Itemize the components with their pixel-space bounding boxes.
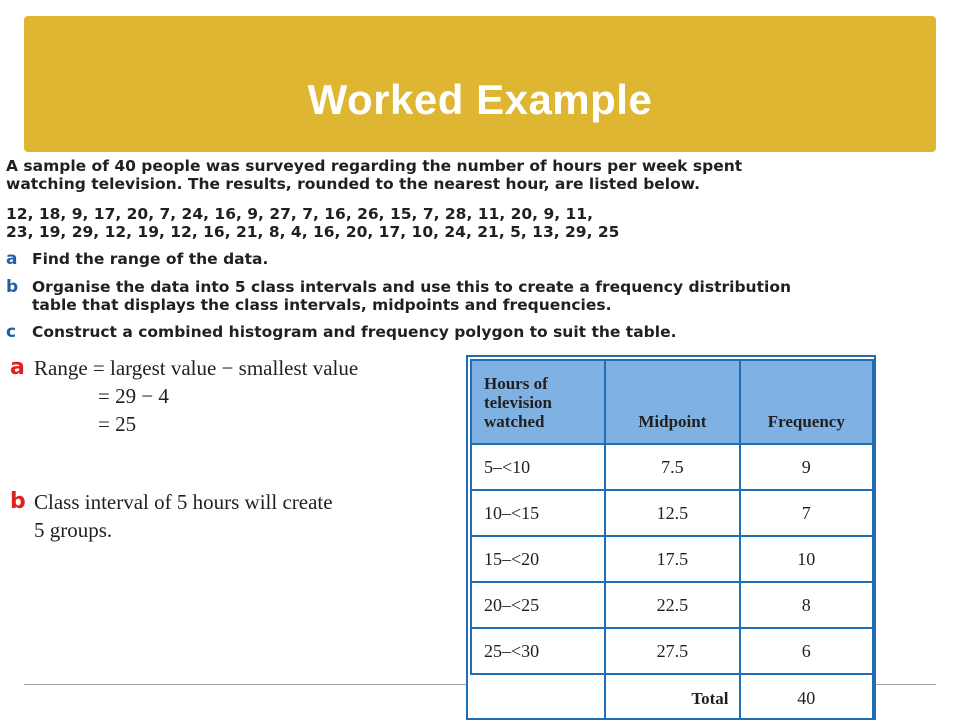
data-values-line: 12, 18, 9, 17, 20, 7, 24, 16, 9, 27, 7, 16, 26, 15, 7, 28, 11, 20, 9, 11, bbox=[6, 205, 593, 223]
question-intro-line: A sample of 40 people was surveyed regarding the number of hours per week spent bbox=[6, 157, 743, 175]
table-row bbox=[471, 444, 873, 490]
cell-frequency: 6 bbox=[740, 628, 873, 674]
cell-interval: 15–<20 bbox=[471, 536, 605, 582]
question-intro bbox=[6, 157, 956, 193]
cell-interval: 10–<15 bbox=[471, 490, 605, 536]
page-title: Worked Example bbox=[307, 76, 653, 123]
cell-frequency: 9 bbox=[740, 444, 873, 490]
answer-letter: b bbox=[10, 489, 26, 514]
question-part-a bbox=[6, 250, 956, 268]
answer-letter: a bbox=[10, 355, 25, 380]
cell-frequency: 7 bbox=[740, 490, 873, 536]
title-banner bbox=[24, 16, 936, 152]
total-value: 40 bbox=[740, 674, 873, 720]
answer-line: Class interval of 5 hours will create bbox=[34, 490, 333, 514]
answer-line: 5 groups. bbox=[34, 518, 113, 542]
cell-interval: 25–<30 bbox=[471, 628, 605, 674]
frequency-table bbox=[470, 359, 874, 720]
part-text: Find the range of the data. bbox=[32, 250, 269, 268]
question-part-b bbox=[6, 278, 956, 314]
part-text: Organise the data into 5 class intervals and use this to create a frequency distribution bbox=[32, 278, 792, 296]
header-text: Hours of bbox=[484, 374, 548, 393]
cell-midpoint: 7.5 bbox=[605, 444, 739, 490]
answer-line: Range = largest value − smallest value bbox=[34, 356, 359, 380]
question-part-c bbox=[6, 323, 956, 341]
answer-line: = 25 bbox=[98, 412, 137, 436]
cell-frequency: 10 bbox=[740, 536, 873, 582]
header-text: watched bbox=[484, 412, 545, 431]
cell-interval: 5–<10 bbox=[471, 444, 605, 490]
cell-frequency: 8 bbox=[740, 582, 873, 628]
cell-interval: 20–<25 bbox=[471, 582, 605, 628]
data-values-line: 23, 19, 29, 12, 19, 12, 16, 21, 8, 4, 16, 20, 17, 10, 24, 21, 5, 13, 29, 25 bbox=[6, 223, 620, 241]
header-text: television bbox=[484, 393, 552, 412]
part-letter: c bbox=[6, 322, 17, 342]
cell-midpoint: 12.5 bbox=[605, 490, 739, 536]
table-row bbox=[471, 628, 873, 674]
total-blank-cell bbox=[471, 674, 605, 720]
table-row bbox=[471, 536, 873, 582]
table-total-row bbox=[471, 674, 873, 720]
frequency-table-panel bbox=[466, 355, 876, 720]
answer-line: = 29 − 4 bbox=[98, 384, 169, 408]
part-letter: b bbox=[6, 277, 19, 297]
question-data bbox=[6, 205, 956, 241]
total-label: Total bbox=[605, 674, 739, 720]
question-intro-line: watching television. The results, rounded to the nearest hour, are listed below. bbox=[6, 175, 700, 193]
table-row bbox=[471, 582, 873, 628]
part-text: Construct a combined histogram and frequency polygon to suit the table. bbox=[32, 323, 677, 341]
cell-midpoint: 27.5 bbox=[605, 628, 739, 674]
header-frequency: Frequency bbox=[740, 360, 873, 444]
table-header-row bbox=[471, 360, 873, 444]
table-row bbox=[471, 490, 873, 536]
cell-midpoint: 22.5 bbox=[605, 582, 739, 628]
cell-midpoint: 17.5 bbox=[605, 536, 739, 582]
header-midpoint: Midpoint bbox=[605, 360, 739, 444]
part-text: table that displays the class intervals, midpoints and frequencies. bbox=[32, 296, 612, 314]
part-letter: a bbox=[6, 249, 18, 269]
header-interval bbox=[471, 360, 605, 444]
